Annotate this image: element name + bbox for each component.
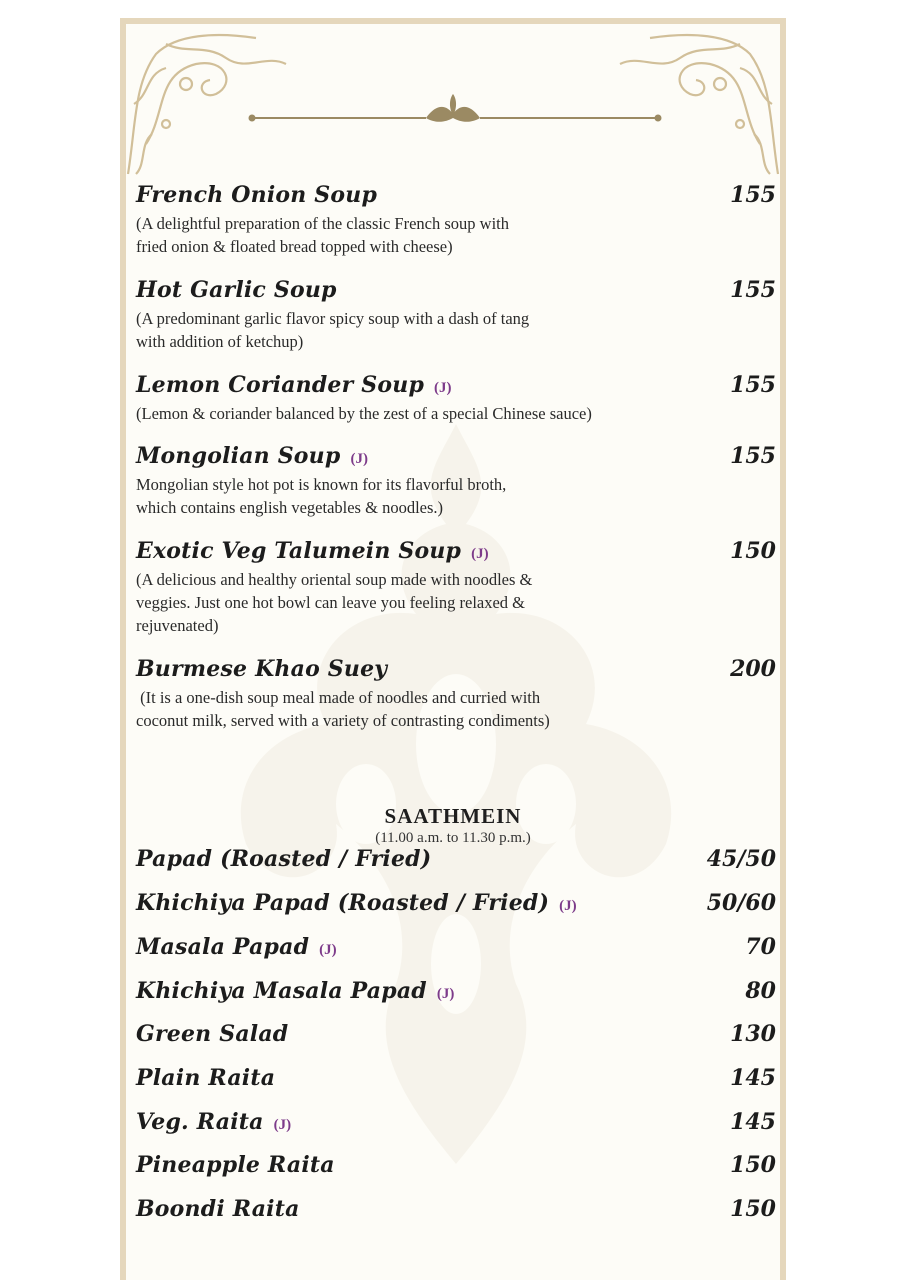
menu-item [136, 1196, 776, 1222]
item-description [136, 568, 776, 637]
item-name: Hot Garlic Soup [136, 277, 337, 303]
menu-item [136, 372, 776, 425]
section-hours: (11.00 a.m. to 11.30 p.m.) [375, 830, 531, 846]
item-price: 130 [730, 1021, 776, 1047]
description-line: rejuvenated) [136, 616, 219, 635]
jain-tag: (J) [273, 1117, 292, 1133]
jain-tag: (J) [434, 380, 452, 396]
item-price: 80 [745, 978, 776, 1004]
item-description [136, 686, 776, 732]
menu-page [120, 18, 786, 1280]
item-price: 50/60 [706, 890, 776, 916]
section-title: SAATHMEIN [384, 804, 522, 828]
item-price: 155 [730, 277, 776, 303]
menu-item [136, 656, 776, 732]
item-name: Khichiya Papad (Roasted / Fried) [136, 890, 550, 916]
description-line: Mongolian style hot pot is known for its flavorful broth, [136, 475, 507, 494]
item-description [136, 402, 776, 425]
description-line: veggies. Just one hot bowl can leave you feeling relaxed & [136, 593, 526, 612]
description-line: (Lemon & coriander balanced by the zest of a special Chinese sauce) [136, 404, 592, 423]
item-name: Veg. Raita [136, 1109, 264, 1135]
item-name: Masala Papad [136, 934, 310, 960]
item-name: Green Salad [136, 1021, 289, 1047]
item-name: Exotic Veg Talumein Soup [136, 538, 462, 564]
item-price: 150 [730, 1152, 776, 1178]
description-line: (A predominant garlic flavor spicy soup with a dash of tang [136, 309, 530, 328]
description-line: (A delicious and healthy oriental soup made with noodles & [136, 570, 533, 589]
item-name: Khichiya Masala Papad [136, 978, 427, 1004]
item-price: 145 [730, 1065, 776, 1091]
item-price: 150 [730, 1196, 776, 1222]
item-name: Lemon Coriander Soup [136, 372, 425, 398]
jain-tag: (J) [471, 546, 489, 562]
menu-item [136, 1109, 776, 1135]
jain-tag: (J) [350, 451, 368, 467]
item-name: Plain Raita [136, 1065, 276, 1091]
item-price: 145 [730, 1109, 776, 1135]
description-line: coconut milk, served with a variety of contrasting condiments) [136, 711, 550, 730]
item-name: Pineapple Raita [136, 1152, 335, 1178]
jain-tag: (J) [559, 898, 577, 914]
jain-tag: (J) [436, 986, 455, 1002]
item-price: 70 [745, 934, 776, 960]
item-price: 155 [730, 372, 776, 398]
menu-item [136, 846, 776, 872]
menu-item [136, 277, 776, 353]
item-description [136, 307, 776, 353]
menu-item [136, 978, 776, 1004]
item-price: 155 [730, 182, 776, 208]
item-price: 200 [730, 656, 776, 682]
item-price: 150 [730, 538, 776, 564]
menu-item [136, 538, 776, 637]
ornamental-header-icon [126, 24, 780, 194]
description-line: which contains english vegetables & noodles.) [136, 498, 444, 517]
jain-tag: (J) [319, 942, 337, 958]
item-name: Boondi Raita [136, 1196, 300, 1222]
item-name: French Onion Soup [136, 182, 378, 208]
menu-item [136, 890, 776, 916]
description-line: (A delightful preparation of the classic French soup with [136, 214, 509, 233]
item-name: Burmese Khao Suey [136, 656, 388, 682]
item-price: 45/50 [706, 846, 776, 872]
item-description [136, 473, 776, 519]
description-line: (It is a one-dish soup meal made of noodles and curried with [136, 688, 541, 707]
menu-item [136, 1065, 776, 1091]
menu-item [136, 182, 776, 258]
menu-item [136, 1021, 776, 1047]
item-price: 155 [730, 443, 776, 469]
description-line: fried onion & floated bread topped with cheese) [136, 237, 453, 256]
menu-item [136, 443, 776, 519]
item-name: Mongolian Soup [136, 443, 341, 469]
item-name: Papad (Roasted / Fried) [136, 846, 432, 872]
menu-item [136, 1152, 776, 1178]
description-line: with addition of ketchup) [136, 332, 304, 351]
item-description [136, 212, 776, 258]
menu-item [136, 934, 776, 960]
